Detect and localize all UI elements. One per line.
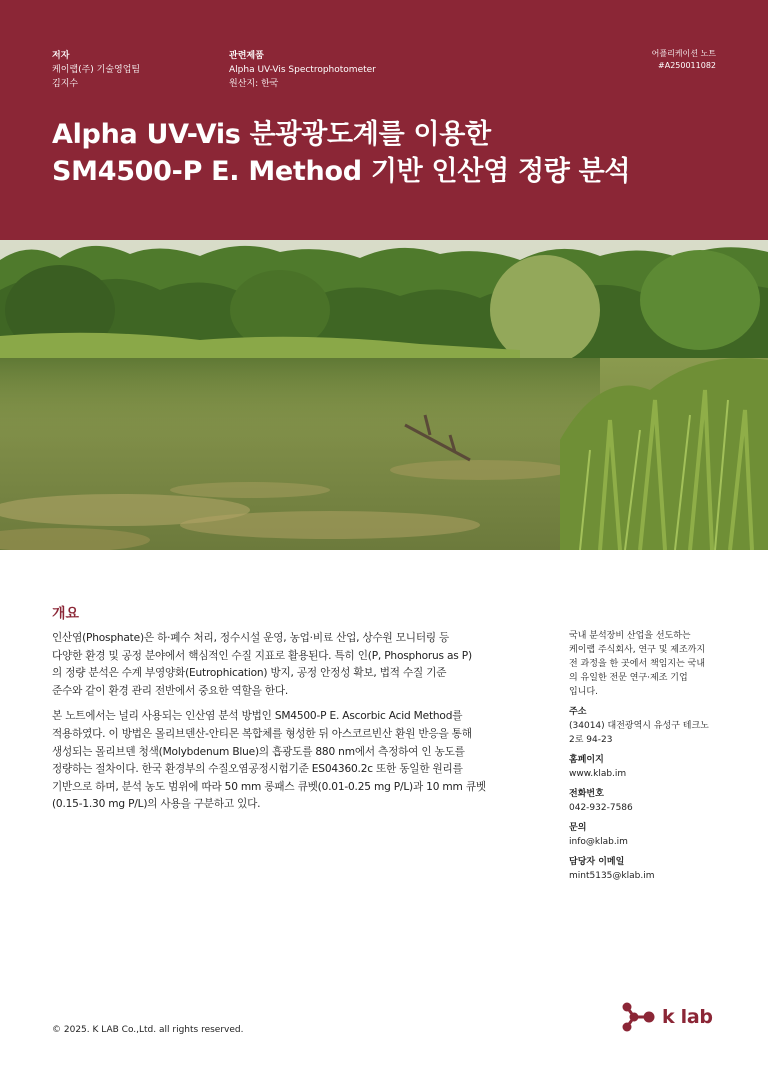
p2-line-1: 본 노트에서는 널리 사용되는 인산염 분석 방법인 SM4500-P E. Ascorbic Acid Method를 bbox=[52, 710, 463, 723]
homepage-link[interactable]: www.klab.im bbox=[569, 769, 627, 779]
contact-label: 담당자 이메일 bbox=[569, 857, 625, 867]
intro-line-4: 의 유일한 전문 연구·제조 기업 bbox=[569, 673, 688, 683]
page-title bbox=[52, 116, 630, 190]
intro-line-2: 케이랩 주식회사, 연구 및 제조까지 bbox=[569, 645, 706, 655]
phone-number: 042-932-7586 bbox=[569, 803, 633, 813]
intro-line-1: 국내 분석장비 산업을 선도하는 bbox=[569, 631, 691, 641]
product-origin: 원산지: 한국 bbox=[229, 79, 279, 89]
inquiry-label: 문의 bbox=[569, 823, 587, 833]
author-label: 저자 bbox=[52, 51, 70, 61]
overview-paragraph-1 bbox=[52, 630, 530, 700]
address-line-1: (34014) 대전광역시 유성구 테크노 bbox=[569, 721, 709, 731]
author-org: 케이랩(주) 기술영업팀 bbox=[52, 65, 141, 75]
overview-heading: 개요 bbox=[52, 606, 80, 622]
molecule-logo-icon bbox=[622, 1002, 656, 1032]
p1-line-2: 다양한 환경 및 공정 분야에서 핵심적인 수질 지표로 활용된다. 특히 인(P, Phosphorus as P) bbox=[52, 649, 472, 662]
overview-paragraph-2 bbox=[52, 708, 530, 814]
product-label: 관련제품 bbox=[229, 51, 264, 61]
company-sidebar bbox=[569, 629, 721, 889]
phone-label: 전화번호 bbox=[569, 789, 604, 799]
p2-line-2: 적용하였다. 이 방법은 몰리브덴산-안티몬 복합체를 형성한 뒤 아스코르빈산 환원 반응을 통해 bbox=[52, 727, 472, 740]
lake-landscape-image bbox=[0, 240, 768, 550]
header-banner bbox=[0, 0, 768, 240]
p1-line-1: 인산염(Phosphate)은 하·폐수 처리, 정수시설 운영, 농업·비료 산업, 상수원 모니터링 등 bbox=[52, 632, 450, 644]
company-intro bbox=[569, 629, 721, 699]
product-name: Alpha UV-Vis Spectrophotometer bbox=[229, 65, 376, 75]
author-name: 김지수 bbox=[52, 79, 79, 89]
p2-line-5: 기반으로 하며, 분석 농도 범위에 따라 50 mm 롱패스 큐벳(0.01-0.25 mg P/L)과 10 mm 큐벳 bbox=[52, 780, 486, 793]
p2-line-4: 정량하는 절차이다. 한국 환경부의 수질오염공정시험기준 ES04360.2c 또한 동일한 원리를 bbox=[52, 763, 463, 776]
author-meta bbox=[52, 49, 140, 91]
copyright-text: © 2025. K LAB Co.,Ltd. all rights reserved. bbox=[52, 1025, 244, 1035]
note-meta bbox=[652, 48, 716, 72]
p2-line-3: 생성되는 몰리브덴 청색(Molybdenum Blue)의 흡광도를 880 nm에서 측정하여 인 농도를 bbox=[52, 745, 465, 758]
p2-line-6: (0.15-1.30 mg P/L)의 사용을 구분하고 있다. bbox=[52, 798, 261, 811]
inquiry-email-link[interactable]: info@klab.im bbox=[569, 837, 628, 847]
p1-line-3: 의 정량 분석은 수계 부영양화(Eutrophication) 방지, 공정 안정성 확보, 법적 수질 기준 bbox=[52, 667, 447, 680]
title-line-1: Alpha UV-Vis 분광광도계를 이용한 bbox=[52, 119, 491, 150]
overview-body bbox=[52, 630, 530, 822]
inquiry-item bbox=[569, 821, 721, 849]
p1-line-4: 준수와 같이 환경 관리 전반에서 중요한 역할을 한다. bbox=[52, 684, 289, 697]
phone-item bbox=[569, 787, 721, 815]
contact-item bbox=[569, 855, 721, 883]
address-label: 주소 bbox=[569, 707, 587, 717]
address-line-2: 2로 94-23 bbox=[569, 735, 613, 745]
note-id: #A250011082 bbox=[658, 61, 716, 70]
klab-logo bbox=[622, 1002, 713, 1032]
hero-photo bbox=[0, 240, 768, 550]
address-item bbox=[569, 705, 721, 747]
intro-line-5: 입니다. bbox=[569, 687, 598, 697]
logo-text: k lab bbox=[662, 1006, 713, 1028]
homepage-label: 홈페이지 bbox=[569, 755, 604, 765]
product-meta bbox=[229, 49, 376, 91]
contact-email-link[interactable]: mint5135@klab.im bbox=[569, 871, 655, 881]
title-line-2: SM4500-P E. Method 기반 인산염 정량 분석 bbox=[52, 156, 631, 187]
intro-line-3: 전 과정을 한 곳에서 책임지는 국내 bbox=[569, 659, 706, 669]
note-type: 어플리케이션 노트 bbox=[651, 49, 716, 58]
homepage-item bbox=[569, 753, 721, 781]
